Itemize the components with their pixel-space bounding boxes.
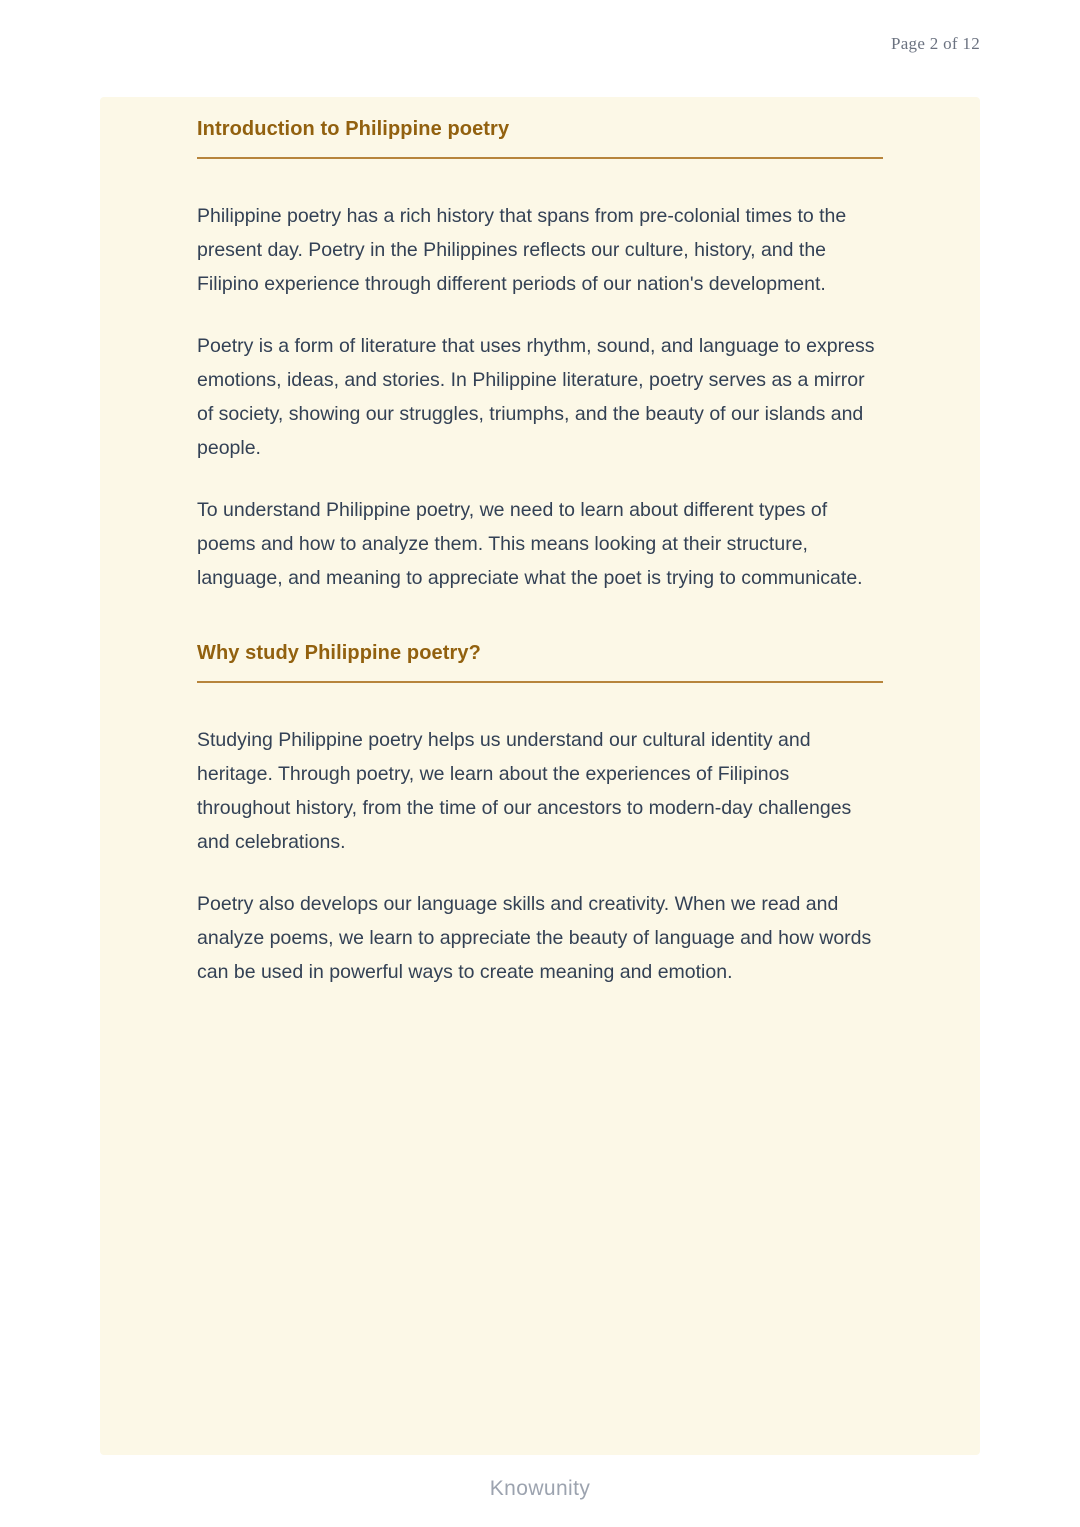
section-introduction <box>197 117 883 595</box>
paragraph: Studying Philippine poetry helps us understand our cultural identity and heritage. Through poetry, we learn about the experiences of Filipinos throughout history, from the time of our ancestors to modern-day challenges and celebrations. <box>197 729 852 853</box>
paragraph: Poetry also develops our language skills and creativity. When we read and analyze poems, we learn to appreciate the beauty of language and how words can be used in powerful ways to create meaning and emotion. <box>197 893 872 983</box>
paragraph: Philippine poetry has a rich history that spans from pre-colonial times to the present day. Poetry in the Philippines reflects our culture, history, and the Filipino experience through different periods of our nation's development. <box>197 205 847 295</box>
section-heading: Why study Philippine poetry? <box>197 642 481 664</box>
document-card <box>100 97 980 1455</box>
heading-rule <box>197 157 883 159</box>
paragraph: Poetry is a form of literature that uses rhythm, sound, and language to express emotions, ideas, and stories. In Philippine literature, poetry serves as a mirror of society, showing our struggles, triumphs, and the beauty of our islands and people. <box>197 335 875 459</box>
section-why-study <box>197 641 883 989</box>
page-indicator: Page 2 of 12 <box>890 34 980 53</box>
heading-rule <box>197 681 883 683</box>
section-heading: Introduction to Philippine poetry <box>197 118 510 140</box>
footer-brand: Knowunity <box>489 1477 591 1500</box>
paragraph: To understand Philippine poetry, we need to learn about different types of poems and how to analyze them. This means looking at their structure, language, and meaning to appreciate what the poet is trying to communicate. <box>197 499 863 589</box>
